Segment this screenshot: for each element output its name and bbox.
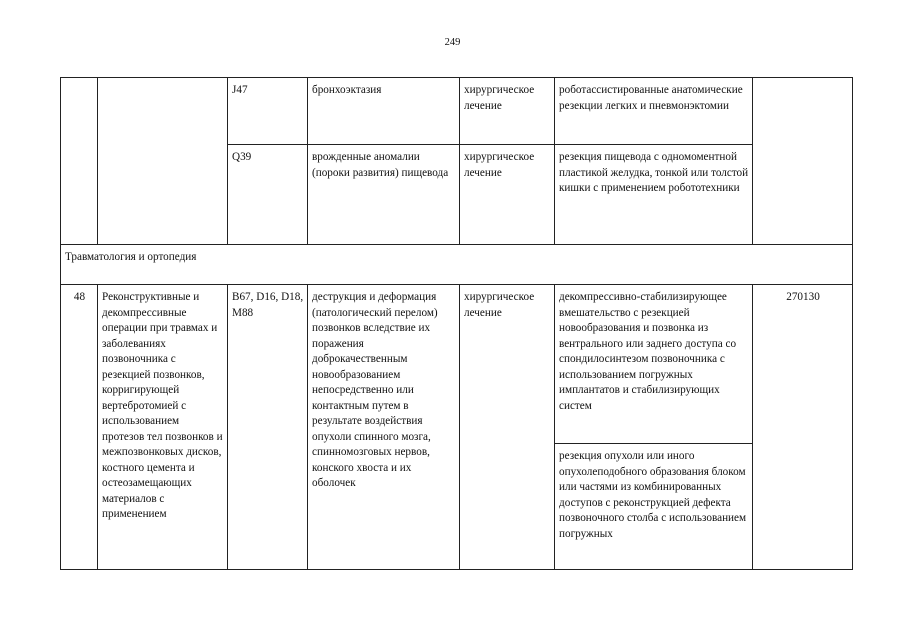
cost-cell: 270130	[753, 285, 853, 570]
method-cell: роботассистированные анатомические резекции легких и пневмонэктомии	[555, 78, 753, 145]
document-table	[60, 77, 853, 570]
table-row	[61, 285, 853, 444]
method-cell: резекция опухоли или иного опухолеподобного образования блоком или частями из комбинированных доступов с реконструкцией дефекта позвоночного столба с использованием погружных	[555, 444, 753, 570]
treatment-type-cell: хирургическое лечение	[460, 285, 555, 570]
method-cell: резекция пищевода с одномоментной пластикой желудка, тонкой или толстой кишки с применением робототехники	[555, 145, 753, 245]
section-row	[61, 245, 853, 285]
empty-procedure-cell	[98, 78, 228, 245]
empty-number-cell	[61, 78, 98, 245]
method-cell: декомпрессивно-стабилизирующее вмешательство с резекцией новообразования и позвонка из вентрального или заднего доступа со спондилосинтезом позвоночника с использованием погружных имплантатов и стабилизирующих систем	[555, 285, 753, 444]
treatment-type-cell: хирургическое лечение	[460, 78, 555, 145]
condition-cell: деструкция и деформация (патологический перелом) позвонков вследствие их поражения доброкачественным новообразованием непосредственно или контактным путем в результате воздействия опухоли спинного мозга, спинномозговых нервов, конского хвоста и их оболочек	[308, 285, 460, 570]
diagnosis-codes-cell: B67, D16, D18, M88	[228, 285, 308, 570]
treatment-type-cell: хирургическое лечение	[460, 145, 555, 245]
table-row	[61, 78, 853, 145]
row-number-cell: 48	[61, 285, 98, 570]
page-number: 249	[444, 37, 461, 48]
diagnosis-code-cell: J47	[228, 78, 308, 145]
procedure-cell: Реконструктивные и декомпрессивные операции при травмах и заболеваниях позвоночника с резекцией позвонков, корригирующей вертебротомией с использованием протезов тел позвонков и межпозвонковых дисков, костного цемента и остеозамещающих материалов с применением	[98, 285, 228, 570]
diagnosis-code-cell: Q39	[228, 145, 308, 245]
condition-cell: врожденные аномалии (пороки развития) пищевода	[308, 145, 460, 245]
section-title: Травматология и ортопедия	[61, 245, 853, 285]
empty-cost-cell	[753, 78, 853, 245]
condition-cell: бронхоэктазия	[308, 78, 460, 145]
